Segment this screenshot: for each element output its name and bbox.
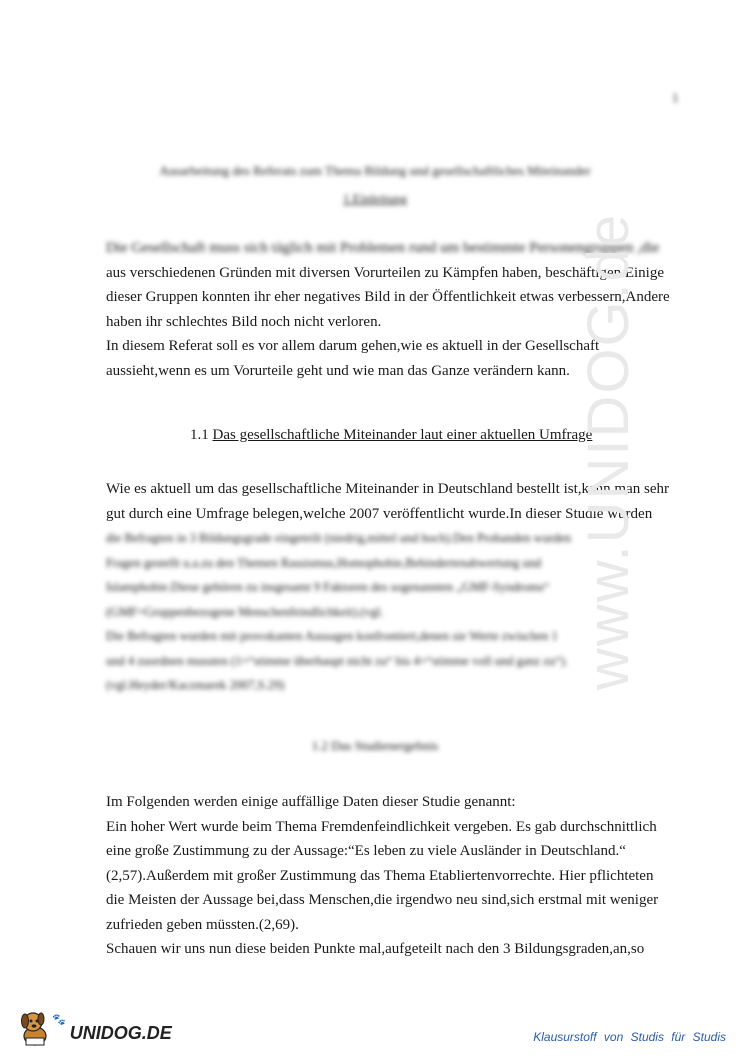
results-paragraph (106, 790, 686, 962)
text-line: Im Folgenden werden einige auffällige Daten dieser Studie genannt: (106, 794, 516, 810)
text-line: Fragen gestellt u.a.zu den Themen Rassismus,Homophobie,Behindertenabwertung und (106, 555, 542, 570)
dog-mascot-icon (18, 1008, 52, 1048)
text-line: (GMF=Gruppenbezogene Menschenfeindlichkeit).(vgl. (106, 604, 384, 619)
text-line: Islamphobie.Diese gehören zu insgesamt 9 Faktoren des sogenannten „GMF-Syndroms“ (106, 580, 550, 594)
document-title: Ausarbeitung des Referats zum Thema Bildung und gesellschaftliches Miteinander (159, 163, 591, 178)
section-heading-results: 1.2 Das Studienergebnis (311, 738, 439, 753)
text-line: zufrieden geben müssten.(2,69). (106, 916, 299, 933)
text-line: gut durch eine Umfrage belegen,welche 2007 veröffentlicht wurde.In dieser Studie wurden (106, 505, 653, 522)
text-line: und 4 zuordnen mussten (1=“stimme überhaupt nicht zu“ bis 4=“stimme voll und ganz zu“). (106, 653, 568, 668)
section-heading-survey (190, 427, 592, 444)
text-line: Die Gesellschaft muss sich täglich mit Problemen rund um bestimmte Personengruppen ,die (106, 240, 660, 256)
text-line: Die Befragten wurden mit provokanten Aussagen konfrontiert,denen sie Werte zwischen 1 (106, 629, 558, 643)
text-line: die Meisten der Aussage bei,dass Menschen,die irgendwo neu sind,sich erstmal mit weniger (106, 892, 659, 908)
text-line: Schauen wir uns nun diese beiden Punkte mal,aufgeteilt nach den 3 Bildungsgraden,an,so (106, 941, 645, 957)
text-line: In diesem Referat soll es vor allem darum gehen,wie es aktuell in der Gesellschaft (106, 338, 600, 354)
paw-icon: 🐾 (52, 1014, 66, 1026)
text-line: Ein hoher Wert wurde beim Thema Fremdenfeindlichkeit vergeben. Es gab durchschnittlich (106, 818, 657, 835)
section-number: 1.1 (190, 427, 209, 443)
section-heading-introduction: 1.Einleitung (343, 191, 407, 206)
text-line: haben ihr schlechtes Bild noch nicht verloren. (106, 313, 382, 330)
footer-slogan: Klausurstoff von Studis für Studis (533, 1030, 726, 1044)
text-line: (2,57).Außerdem mit großer Zustimmung das Thema Etabliertenvorrechte. Hier pflichteten (106, 867, 654, 884)
text-line: eine große Zustimmung zu der Aussage:“Es leben zu viele Ausländer in Deutschland.“ (106, 843, 626, 859)
text-line: Wie es aktuell um das gesellschaftliche Miteinander in Deutschland bestellt ist,kann man sehr (106, 481, 669, 497)
section-title: Das gesellschaftliche Miteinander laut einer aktuellen Umfrage (212, 427, 593, 443)
logo-text: UNIDOG.DE (69, 1023, 172, 1043)
unidog-logo[interactable] (18, 1008, 172, 1048)
text-line: aus verschiedenen Gründen mit diversen Vorurteilen zu Kämpfen haben, beschäftigen.Einige (106, 264, 665, 281)
text-line: die Befragten in 3 Bildungsgrade eingeteilt (niedrig,mittel und hoch).Den Probanden wurden (106, 531, 572, 545)
text-line: (vgl.Heyder/Kaczmarek 2007,S.29) (106, 678, 285, 692)
text-line: dieser Gruppen konnten ihr eher negatives Bild in der Öffentlichkeit etwas verbessern,Andere (106, 289, 670, 305)
text-line: aussieht,wenn es um Vorurteile geht und wie man das Ganze verändern kann. (106, 362, 570, 379)
watermark: www.UNIDOG.de (576, 212, 641, 690)
page-number: 1 (672, 90, 679, 105)
